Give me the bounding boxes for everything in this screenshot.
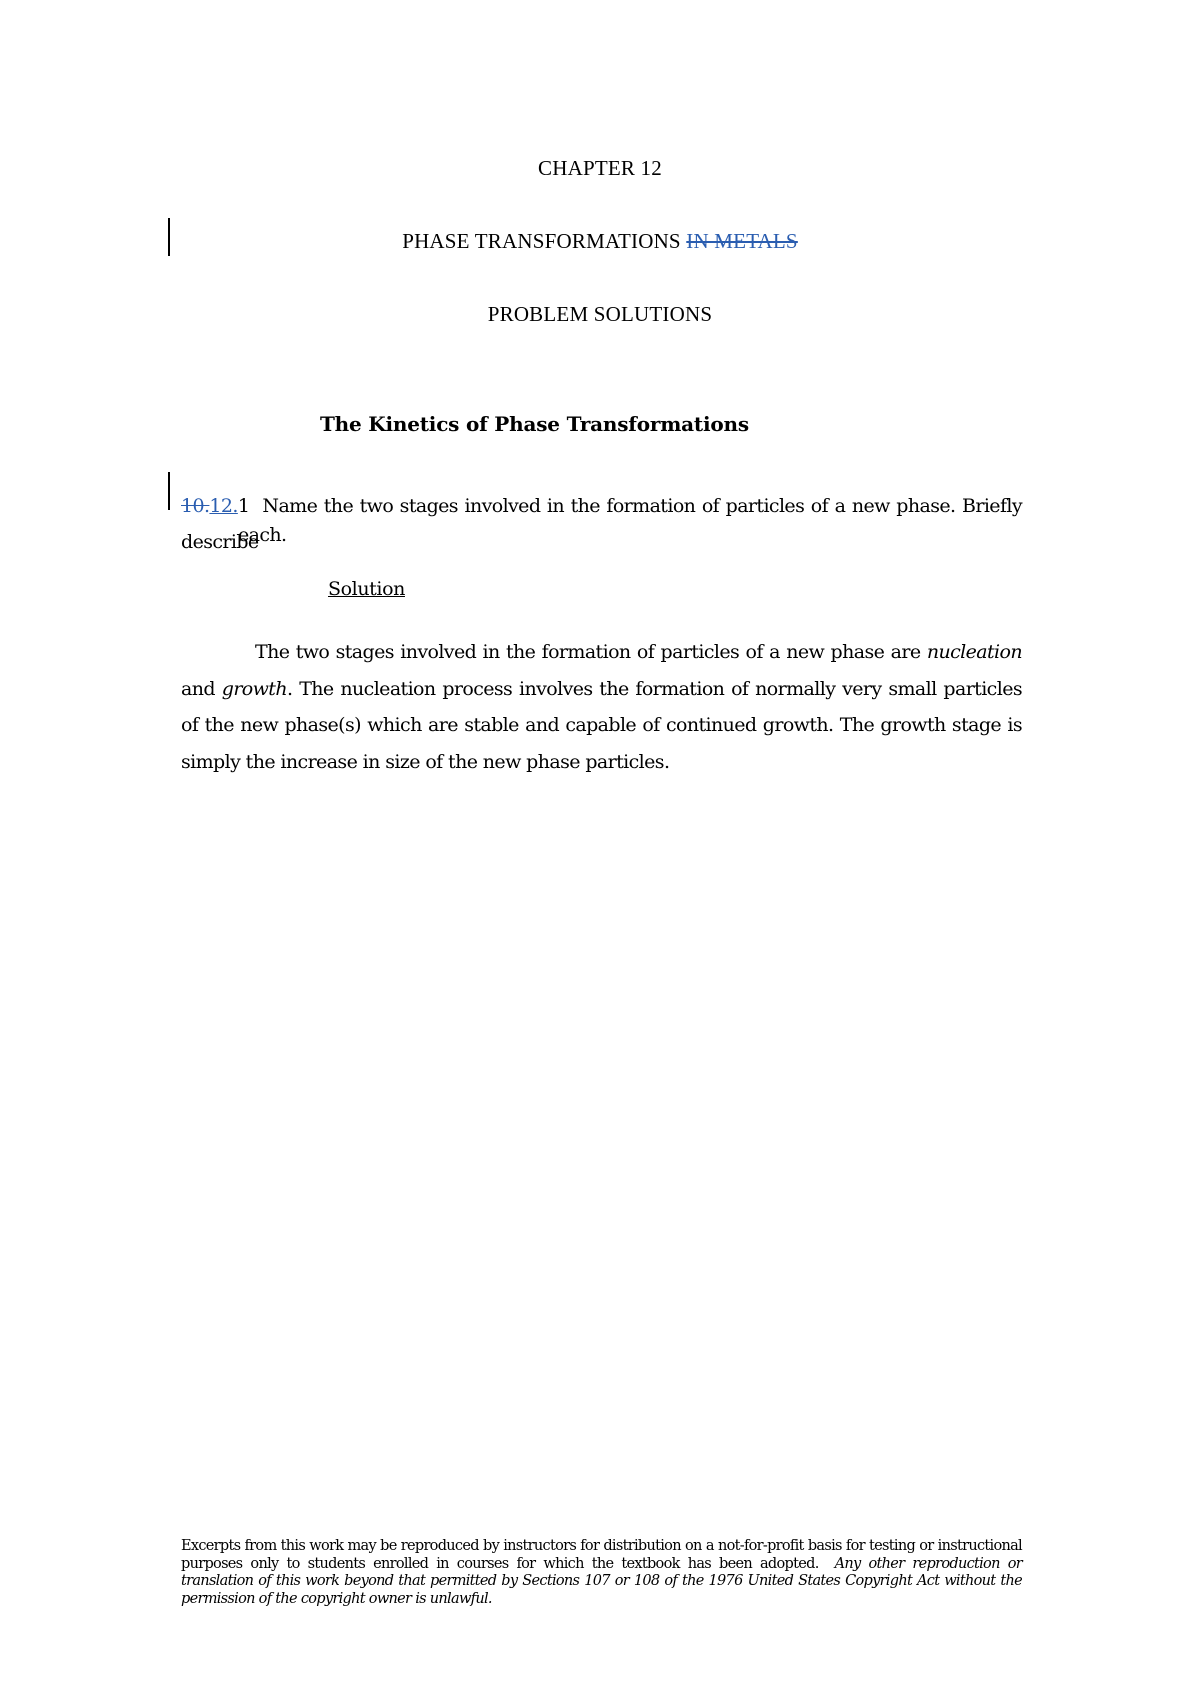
copyright-footer [181, 1538, 1022, 1608]
chapter-title-text: PHASE TRANSFORMATIONS [402, 229, 681, 253]
footer-plain-text: Excerpts from this work may be reproduced by instructors for distribution on a not-for-profit basis for testing or instructional purposes only to students enrolled in courses for which the textbook has been adopted. [181, 1538, 1022, 1572]
inserted-problem-number: 12. [209, 495, 238, 517]
answer-rest: . The nucleation process involves the formation of normally very small particles of the new phase(s) which are stable and capable of continued growth. The growth stage is simply the increase in size of the new phase particles. [181, 677, 1022, 773]
problem-solutions-heading: PROBLEM SOLUTIONS [487, 302, 713, 326]
problem-question-text: Name the two stages involved in the formation of particles of a new phase. Briefly describe [181, 495, 1022, 553]
problem-question-continuation: each. [238, 524, 287, 546]
solution-paragraph [181, 634, 1022, 780]
term-nucleation: nucleation [926, 641, 1022, 663]
problem-statement [181, 488, 1022, 560]
deleted-title-text: IN METALS [686, 229, 798, 253]
deleted-problem-number: 10. [181, 495, 210, 517]
problem-number-suffix: 1 [237, 495, 250, 517]
answer-and: and [181, 677, 215, 700]
footer-italic-text: Any other reproduction or translation of this work beyond that permitted by Sections 107 or 108 of the 1976 United States Copyright Act without the permission of the copyright owner is unlawful. [181, 1555, 1022, 1607]
chapter-heading: CHAPTER 12 [538, 156, 662, 180]
term-growth: growth [221, 677, 287, 700]
revision-change-bar-problem [168, 472, 170, 510]
section-heading: The Kinetics of Phase Transformations [320, 412, 749, 436]
answer-start: The two stages involved in the formation of particles of a new phase are [255, 641, 921, 663]
solution-label: Solution [328, 578, 405, 600]
chapter-title [0, 229, 1200, 254]
